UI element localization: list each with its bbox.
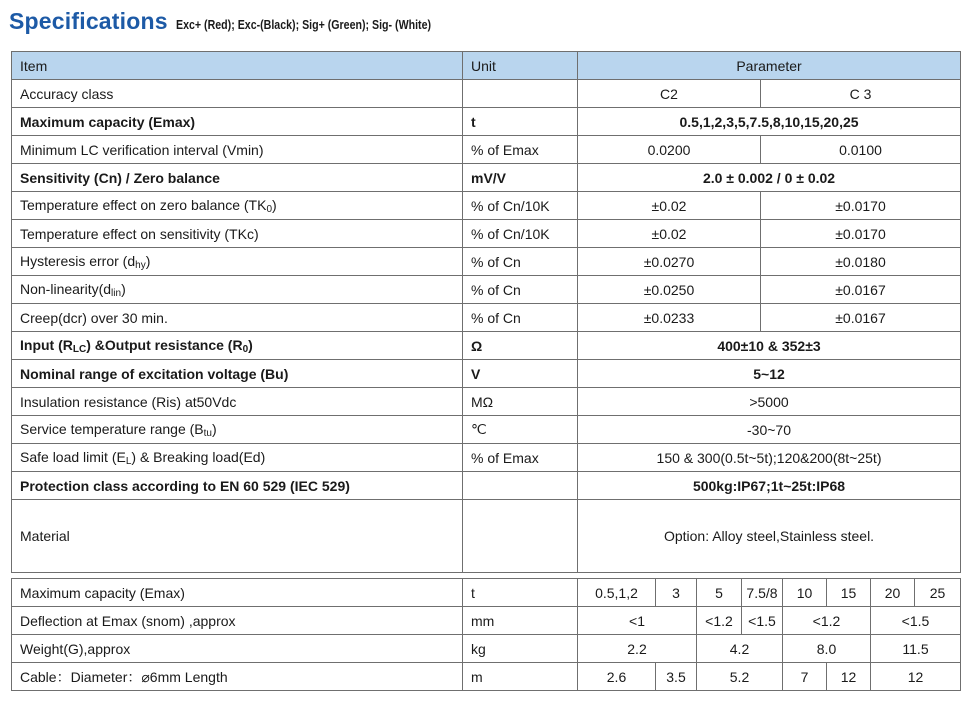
table-row [12, 444, 961, 472]
table-row [12, 108, 961, 136]
value-cell: 3 [656, 579, 697, 607]
unit-cell: MΩ [463, 388, 578, 416]
item-label: Insulation resistance (Ris) at50Vdc [20, 393, 237, 410]
item-label: Nominal range of excitation voltage (Bu) [20, 365, 289, 382]
item-cell [12, 164, 463, 192]
parameter-c2-cell: ±0.0250 [578, 276, 761, 304]
capacity-row-capacity [12, 579, 961, 607]
parameter-cell: 2.0 ± 0.002 / 0 ± 0.02 [578, 164, 961, 192]
table-row [12, 332, 961, 360]
parameter-cell: 150 & 300(0.5t~5t);120&200(8t~25t) [578, 444, 961, 472]
item-subscript: tu [203, 427, 212, 439]
item-subscript: 0 [266, 203, 272, 215]
unit-cell: kg [463, 635, 578, 663]
parameter-cell: -30~70 [578, 416, 961, 444]
unit-cell: mV/V [463, 164, 578, 192]
unit-cell: Ω [463, 332, 578, 360]
item-label: Sensitivity (Cn) / Zero balance [20, 169, 220, 186]
spec-header [9, 8, 476, 38]
value-cell: 12 [827, 663, 871, 691]
item-label: Input (R [20, 336, 73, 353]
parameter-c3-cell: 0.0100 [761, 136, 961, 164]
parameter-cell: 400±10 & 352±3 [578, 332, 961, 360]
value-cell: <1.5 [742, 607, 783, 635]
unit-cell: % of Cn [463, 276, 578, 304]
unit-cell [463, 500, 578, 573]
unit-cell: % of Cn/10K [463, 192, 578, 220]
parameter-cell: 0.5,1,2,3,5,7.5,8,10,15,20,25 [578, 108, 961, 136]
capacity-row-weight [12, 635, 961, 663]
value-cell: 8.0 [783, 635, 871, 663]
item-label-tail: ) [121, 280, 126, 297]
item-cell: Cable：Diameter：⌀6mm Length [12, 663, 463, 691]
column-header-item: Item [12, 52, 463, 80]
unit-cell: t [463, 579, 578, 607]
value-cell: 2.6 [578, 663, 656, 691]
table-row [12, 276, 961, 304]
value-cell: 4.2 [697, 635, 783, 663]
table-row [12, 164, 961, 192]
value-cell: 20 [871, 579, 915, 607]
page-title: Specifications [9, 8, 168, 34]
unit-cell: m [463, 663, 578, 691]
parameter-cell: 5~12 [578, 360, 961, 388]
item-label-tail: ) &Output resistance (R [86, 336, 243, 353]
unit-cell: % of Cn [463, 304, 578, 332]
capacity-row-cable [12, 663, 961, 691]
parameter-c3-cell: ±0.0167 [761, 304, 961, 332]
value-cell: 15 [827, 579, 871, 607]
item-cell [12, 108, 463, 136]
parameter-c2-cell: ±0.02 [578, 192, 761, 220]
parameter-cell: Option: Alloy steel,Stainless steel. [578, 500, 961, 573]
item-cell [12, 416, 463, 444]
value-cell: <1.5 [871, 607, 961, 635]
parameter-c2-cell: C2 [578, 80, 761, 108]
parameter-c3-cell: ±0.0180 [761, 248, 961, 276]
item-label: Material [20, 528, 70, 544]
value-cell: 5.2 [697, 663, 783, 691]
unit-cell: % of Emax [463, 444, 578, 472]
parameter-c2-cell: ±0.0233 [578, 304, 761, 332]
unit-cell [463, 80, 578, 108]
item-label: Service temperature range (B [20, 420, 204, 437]
specifications-table [11, 51, 961, 573]
item-cell: Deflection at Emax (snom) ,approx [12, 607, 463, 635]
table-row [12, 220, 961, 248]
item-label-tail: ) [211, 420, 217, 437]
item-cell [12, 220, 463, 248]
item-cell [12, 248, 463, 276]
parameter-c3-cell: C 3 [761, 80, 961, 108]
table-row [12, 136, 961, 164]
value-cell: 12 [871, 663, 961, 691]
parameter-cell: 500kg:IP67;1t~25t:IP68 [578, 472, 961, 500]
item-label: Safe load limit (E [20, 448, 126, 465]
item-cell [12, 304, 463, 332]
item-label-tail: ) [272, 196, 277, 213]
table-row [12, 472, 961, 500]
value-cell: <1 [578, 607, 697, 635]
item-label-tail: ) [248, 336, 253, 353]
unit-cell [463, 472, 578, 500]
value-cell: <1.2 [783, 607, 871, 635]
value-cell: 2.2 [578, 635, 697, 663]
wire-color-legend: Exc+ (Red); Exc-(Black); Sig+ (Green); Sig- (White) [176, 18, 432, 32]
value-cell: <1.2 [697, 607, 742, 635]
unit-cell: % of Cn [463, 248, 578, 276]
value-cell: 0.5,1,2 [578, 579, 656, 607]
value-cell: 3.5 [656, 663, 697, 691]
parameter-cell: >5000 [578, 388, 961, 416]
item-cell [12, 80, 463, 108]
unit-cell: % of Emax [463, 136, 578, 164]
item-cell [12, 136, 463, 164]
parameter-c2-cell: ±0.02 [578, 220, 761, 248]
parameter-c2-cell: ±0.0270 [578, 248, 761, 276]
table-row [12, 360, 961, 388]
item-label: Minimum LC verification interval (Vmin) [20, 141, 264, 158]
item-cell [12, 332, 463, 360]
parameter-c3-cell: ±0.0170 [761, 220, 961, 248]
parameter-c3-cell: ±0.0170 [761, 192, 961, 220]
item-cell [12, 500, 463, 573]
item-cell [12, 192, 463, 220]
table-row [12, 80, 961, 108]
column-header-parameter: Parameter [578, 52, 961, 80]
item-label: Temperature effect on sensitivity (TKc) [20, 225, 259, 242]
item-label: Creep(dcr) over 30 min. [20, 309, 168, 326]
item-label: Accuracy class [20, 85, 114, 102]
item-subscript: LC [72, 343, 87, 355]
item-subscript: 0 [242, 343, 249, 355]
value-cell: 25 [915, 579, 961, 607]
item-subscript: hy [135, 259, 146, 271]
item-cell [12, 360, 463, 388]
item-label-tail: ) [145, 252, 151, 269]
table-header-row [12, 52, 961, 80]
column-header-unit: Unit [463, 52, 578, 80]
item-cell [12, 472, 463, 500]
unit-cell: V [463, 360, 578, 388]
item-cell [12, 444, 463, 472]
capacity-row-deflection [12, 607, 961, 635]
item-subscript: L [125, 455, 132, 467]
item-label: Temperature effect on zero balance (TK [20, 196, 267, 213]
item-subscript: lin [111, 287, 122, 299]
item-cell: Weight(G),approx [12, 635, 463, 663]
item-label: Non-linearity(d [20, 280, 112, 297]
item-label: Hysteresis error (d [20, 252, 136, 269]
item-cell [12, 388, 463, 416]
table-row [12, 248, 961, 276]
value-cell: 5 [697, 579, 742, 607]
table-row [12, 416, 961, 444]
value-cell: 10 [783, 579, 827, 607]
item-cell [12, 276, 463, 304]
value-cell: 7.5/8 [742, 579, 783, 607]
value-cell: 7 [783, 663, 827, 691]
item-label: Maximum capacity (Emax) [20, 113, 196, 130]
parameter-c3-cell: ±0.0167 [761, 276, 961, 304]
capacity-table [11, 578, 961, 691]
unit-cell: t [463, 108, 578, 136]
parameter-c2-cell: 0.0200 [578, 136, 761, 164]
item-cell: Maximum capacity (Emax) [12, 579, 463, 607]
unit-cell: % of Cn/10K [463, 220, 578, 248]
item-label: Protection class according to EN 60 529 (IEC 529) [20, 477, 350, 494]
unit-cell: ℃ [463, 416, 578, 444]
table-row [12, 192, 961, 220]
table-row [12, 500, 961, 573]
value-cell: 11.5 [871, 635, 961, 663]
table-row [12, 388, 961, 416]
item-label-tail: ) & Breaking load(Ed) [131, 448, 266, 465]
unit-cell: mm [463, 607, 578, 635]
table-row [12, 304, 961, 332]
